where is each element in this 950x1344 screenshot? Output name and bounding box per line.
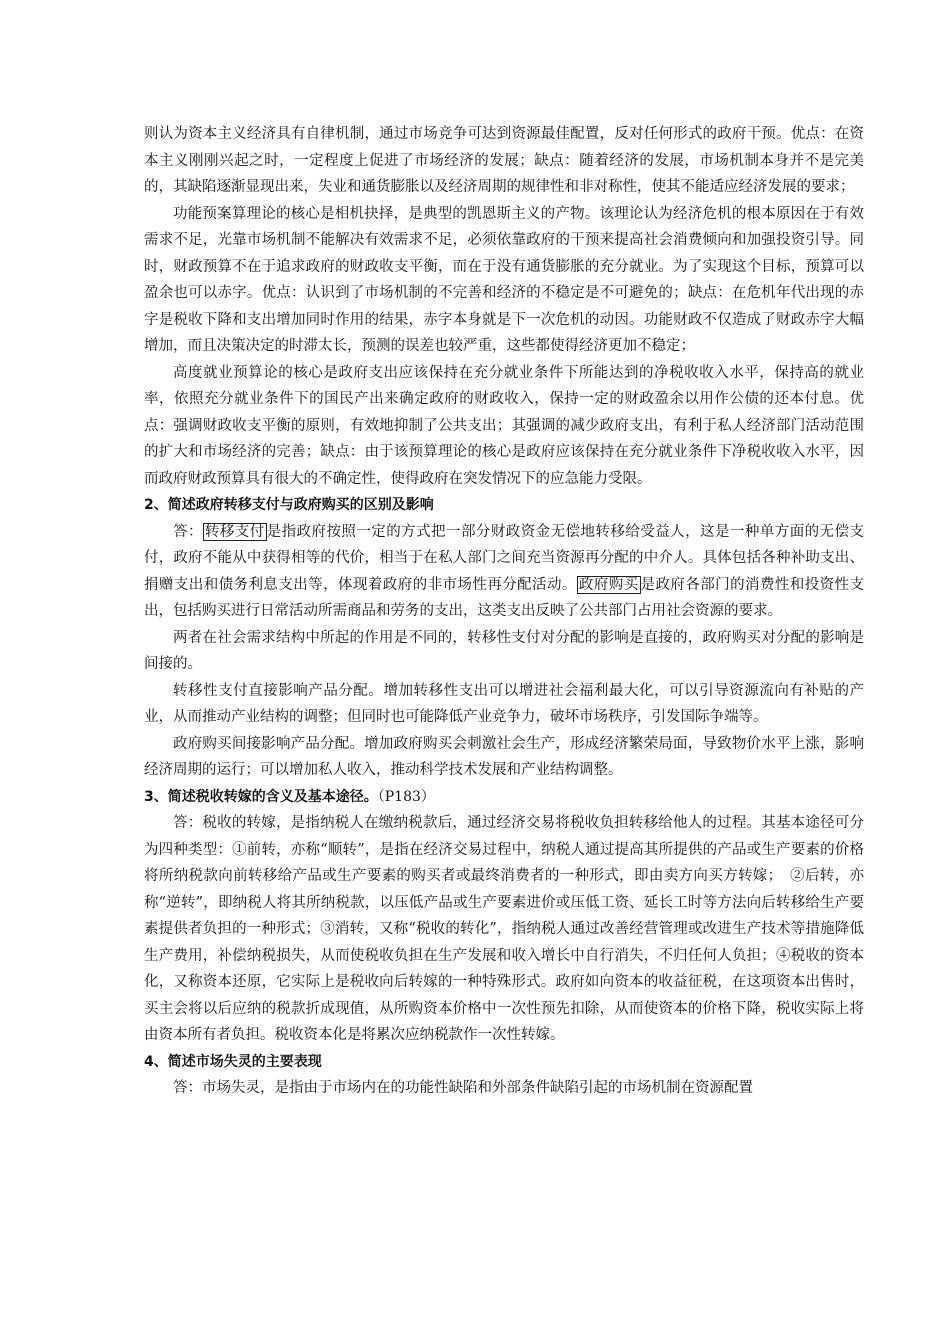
document-body bbox=[144, 121, 864, 1102]
paragraph-high-employment-budget-theory: 高度就业预算论的核心是政府支出应该保持在充分就业条件下所能达到的净税收收入水平，保持高的就业率，依照充分就业条件下的国民产出来确定政府的财政收入，保持一定的财政盈余以用作公债的还本付息。优点：强调财政收支平衡的原则，有效地抑制了公共支出；其强调的减少政府支出，有利于私人经济部门活动范围的扩大和市场经济的完善；缺点：由于该预算理论的核心是政府应该保持在充分就业条件下净税收收入水平，因而政府财政预算具有很大的不确定性，使得政府在突发情况下的应急能力受限。 bbox=[144, 364, 864, 487]
question-3-answer: 答：税收的转嫁，是指纳税人在缴纳税款后，通过经济交易将税收负担转移给他人的过程。其基本途径可分为四种类型：①前转，亦称“顺转”，是指在经济交易过程中，纳税人通过提高其所提供的产品或生产要素的价格将所纳税款向前转移给产品或生产要素的购买者或最终消费者的一种形式，即由卖方向买方转嫁； ②后转，亦称“逆转”，即纳税人将其所纳税款，以压低产品或生产要素进价或压低工资、延长工时等方法向后转移给生产要素提供者负担的一种形式；③消转，又称“税收的转化”，指纳税人通过改善经营管理或改进生产技术等措施降低生产费用，补偿纳税损失，从而使税收负担在生产发展和收入增长中自行消失，不归任何人负担；④税收的资本化，又称资本还原，它实际上是税收向后转嫁的一种特殊形式。政府如向资本的收益征税，在这项资本出售时，买主会将以后应纳的税款折成现值，从所购资本价格中一次性预先扣除，从而使资本的价格下降，税收实际上将由资本所有者负担。税收资本化是将累次应纳税款作一次性转嫁。 bbox=[144, 815, 864, 1043]
term-government-purchase-definition: 是政府各部门的消费性和投资性支出，包括购买进行日常活动所需商品和劳务的支出，这类支出反映了公共部门占用社会资源的要求。 bbox=[144, 576, 865, 619]
paragraph-difference: 两者在社会需求结构中所起的作用是不同的，转移性支付对分配的影响是直接的，政府购买对分配的影响是间接的。 bbox=[144, 629, 864, 672]
answer-prefix: 答： bbox=[173, 523, 203, 540]
question-2-answer bbox=[144, 519, 864, 625]
paragraph-classical-budget-theory: 则认为资本主义经济具有自律机制，通过市场竞争可达到资源最佳配置，反对任何形式的政府干预。优点：在资本主义刚刚兴起之时，一定程度上促进了市场经济的发展；缺点：随着经济的发展，市场机制本身并不是完美的，其缺陷逐渐显现出来，失业和通货膨胀以及经济周期的规律性和非对称性，使其不能适应经济发展的要求； bbox=[144, 126, 864, 195]
paragraph-purchase-effect: 政府购买间接影响产品分配。增加政府购买会刺激社会生产，形成经济繁荣局面，导致物价水平上涨，影响经济周期的运行；可以增加私人收入，推动科学技术发展和产业结构调整。 bbox=[144, 735, 864, 778]
paragraph-functional-budget-theory: 功能预案算理论的核心是相机抉择，是典型的凯恩斯主义的产物。该理论认为经济危机的根本原因在于有效需求不足，光靠市场机制不能解决有效需求不足，必须依靠政府的干预来提高社会消费倾向和加强投资引导。同时，财政预算不在于追求政府的财政收支平衡，而在于没有通货膨胀的充分就业。为了实现这个目标，预算可以盈余也可以赤字。优点：认识到了市场机制的不完善和经济的不稳定是不可避免的；缺点：在危机年代出现的赤字是税收下降和支出增加同时作用的结果，赤字本身就是下一次危机的动因。功能财政不仅造成了财政赤字大幅增加，而且决策决定的时滞太长，预测的误差也较严重，这些都使得经济更加不稳定； bbox=[144, 205, 864, 354]
question-3-heading bbox=[144, 784, 864, 811]
term-government-purchase: 政府购买 bbox=[578, 576, 639, 593]
page-reference: （P183） bbox=[377, 788, 435, 805]
question-4-answer: 答：市场失灵，是指由于市场内在的功能性缺陷和外部条件缺陷引起的市场机制在资源配置 bbox=[173, 1080, 753, 1096]
question-3-title: 3、简述税收转嫁的含义及基本途径。 bbox=[144, 788, 378, 805]
term-transfer-payment: 转移支付 bbox=[204, 523, 265, 540]
paragraph-transfer-effect: 转移性支付直接影响产品分配。增加转移性支出可以增进社会福利最大化，可以引导资源流向有补贴的产业，从而推动产业结构的调整；但同时也可能降低产业竞争力，破坏市场秩序，引发国际争端等。 bbox=[144, 682, 864, 725]
question-4-heading: 4、简述市场失灵的主要表现 bbox=[144, 1053, 322, 1070]
term-transfer-payment-definition: 是指政府按照一定的方式把一部分财政资金无偿地转移给受益人，这是一种单方面的无偿支付，政府不能从中获得相等的代价，相当于在私人部门之间充当资源再分配的中介人。具体包括各种补助支出、捐赠支出和债务利息支出等，体现着政府的非市场性再分配活动。 bbox=[144, 523, 865, 593]
question-2-heading: 2、简述政府转移支付与政府购买的区别及影响 bbox=[144, 497, 434, 513]
